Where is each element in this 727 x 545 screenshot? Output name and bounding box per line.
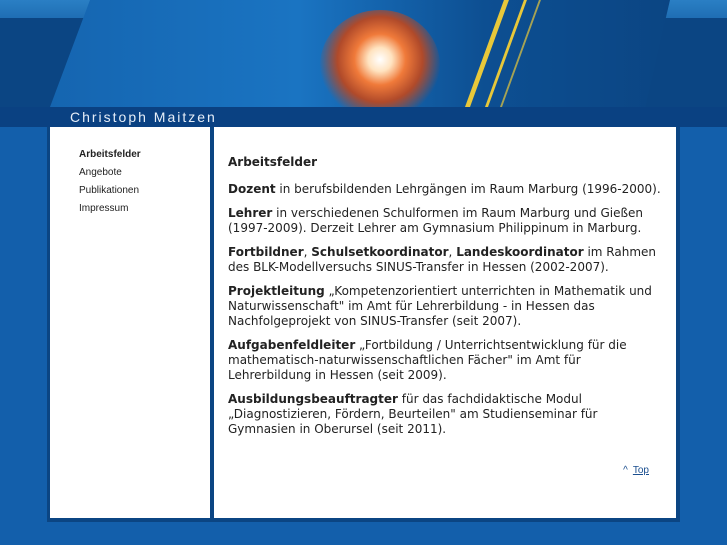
entry-text: in berufsbildenden Lehrgängen im Raum Marburg (1996-2000). (275, 182, 661, 196)
site-title: Christoph Maitzen (70, 109, 217, 125)
entry (228, 392, 664, 437)
page-title: Arbeitsfelder (228, 155, 318, 169)
entry-role: Fortbildner (228, 245, 304, 259)
entry (228, 245, 664, 275)
entry (228, 338, 664, 383)
separator: , (448, 245, 457, 259)
separator: , (303, 245, 312, 259)
entry-role: Ausbildungsbeauftragter (228, 392, 398, 406)
nav-item-impressum[interactable]: Impressum (79, 203, 129, 214)
main-content (214, 127, 676, 518)
header-banner (0, 0, 727, 107)
nav-item-angebote[interactable]: Angebote (79, 167, 122, 178)
entry-text: „Kompetenzorientiert unterrichten in Mathematik und Naturwissenschaft" im Amt für Lehrerbildung - in Hessen das Nachfolgeprojekt von SINUS-Transfer (seit 2007). (228, 284, 652, 328)
entry (228, 284, 664, 329)
nav-item-publikationen[interactable]: Publikationen (79, 185, 140, 196)
entry-role: Aufgabenfeldleiter (228, 338, 356, 352)
entry-text: im Rahmen des BLK-Modellversuchs SINUS-Transfer in Hessen (2002-2007). (228, 245, 657, 274)
entry-role: Dozent (228, 182, 276, 196)
entry (228, 206, 664, 236)
entry-text: in verschiedenen Schulformen im Raum Marburg und Gießen (1997-2009). Derzeit Lehrer am Gymnasium Philippinum in Marburg. (228, 206, 644, 235)
nav-menu (79, 149, 141, 221)
caret-up-icon: ^ (623, 465, 628, 476)
entry-role: Projektleitung (228, 284, 325, 298)
entry-role: Landeskoordinator (456, 245, 584, 259)
sidebar (50, 127, 210, 518)
top-link[interactable]: Top (632, 465, 649, 476)
site-title-bar (0, 107, 727, 127)
entry-role: Lehrer (228, 206, 273, 220)
entry-text: für das fachdidaktische Modul „Diagnostizieren, Fördern, Beurteilen" am Studienseminar für Gymnasien in Oberursel (seit 2011). (228, 392, 598, 436)
back-to-top (623, 463, 649, 478)
nav-item-arbeitsfelder[interactable]: Arbeitsfelder (79, 149, 141, 160)
entry-text: „Fortbildung / Unterrichtsentwicklung für die mathematisch-naturwissenschaftlichen Fächer" im Amt für Lehrerbildung in Hessen (seit 2009). (228, 338, 627, 382)
content-frame (47, 127, 680, 522)
entry-role: Schulsetkoordinator (311, 245, 449, 259)
entry (228, 182, 664, 197)
